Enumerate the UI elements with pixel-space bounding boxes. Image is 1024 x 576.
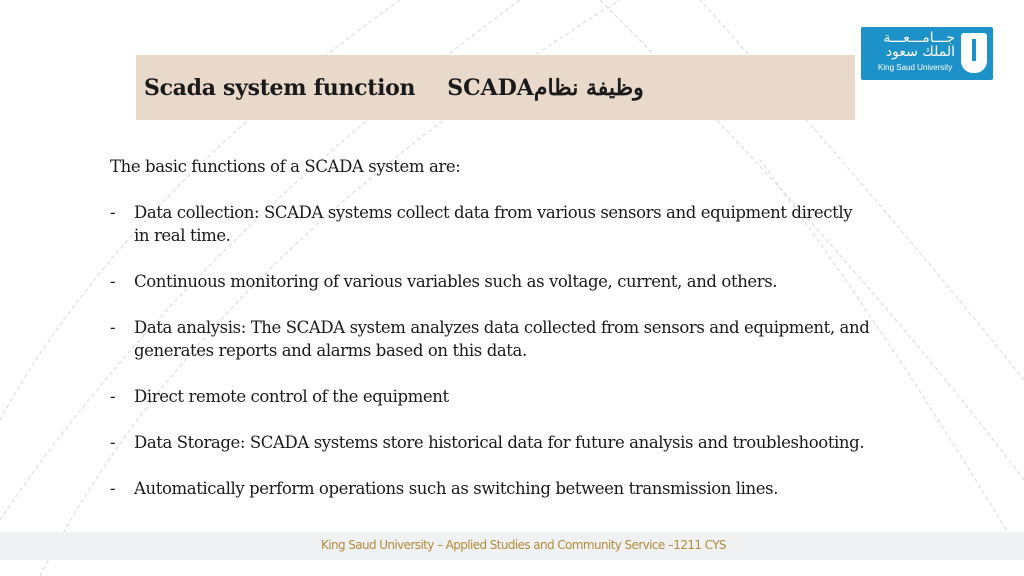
university-logo [861,27,993,80]
bullet-dash: - [110,387,116,406]
bullet-dash: - [110,433,116,452]
list-item [110,316,870,362]
logo-arabic-line2: الملك سعود [885,44,955,60]
list-item-text: Direct remote control of the equipment [134,387,449,406]
logo-english: King Saud University [878,63,953,72]
list-item-text: Automatically perform operations such as switching between transmission lines. [134,479,779,498]
list-item [110,270,870,293]
list-item [110,431,870,454]
content-body [110,155,870,523]
bullet-dash: - [110,272,116,291]
title-bar [136,55,855,120]
list-item-text: Data Storage: SCADA systems store historical data for future analysis and troubleshooting. [134,433,865,452]
emblem-icon [961,33,987,73]
footer-text: King Saud University – Applied Studies and Community Service –1211 CYS [321,538,726,552]
logo-arabic-line1: جـــامـــعـــة [883,30,955,46]
list-item-text: Continuous monitoring of various variables such as voltage, current, and others. [134,272,778,291]
list-item [110,477,870,500]
list-item-text: Data collection: SCADA systems collect data from various sensors and equipment directly in real time. [134,203,853,245]
intro-text: The basic functions of a SCADA system are: [110,157,461,176]
list-item [110,201,870,247]
bullet-dash: - [110,479,116,498]
bullet-dash: - [110,203,116,222]
list-item-text: Data analysis: The SCADA system analyzes data collected from sensors and equipment, and generates reports and alarms based on this data. [134,318,870,360]
page-title-arabic: وظيفة نظامSCADA [447,74,644,101]
list-item [110,385,870,408]
footer [0,532,1024,560]
page-title: Scada system function [144,74,416,101]
bullet-dash: - [110,318,116,337]
